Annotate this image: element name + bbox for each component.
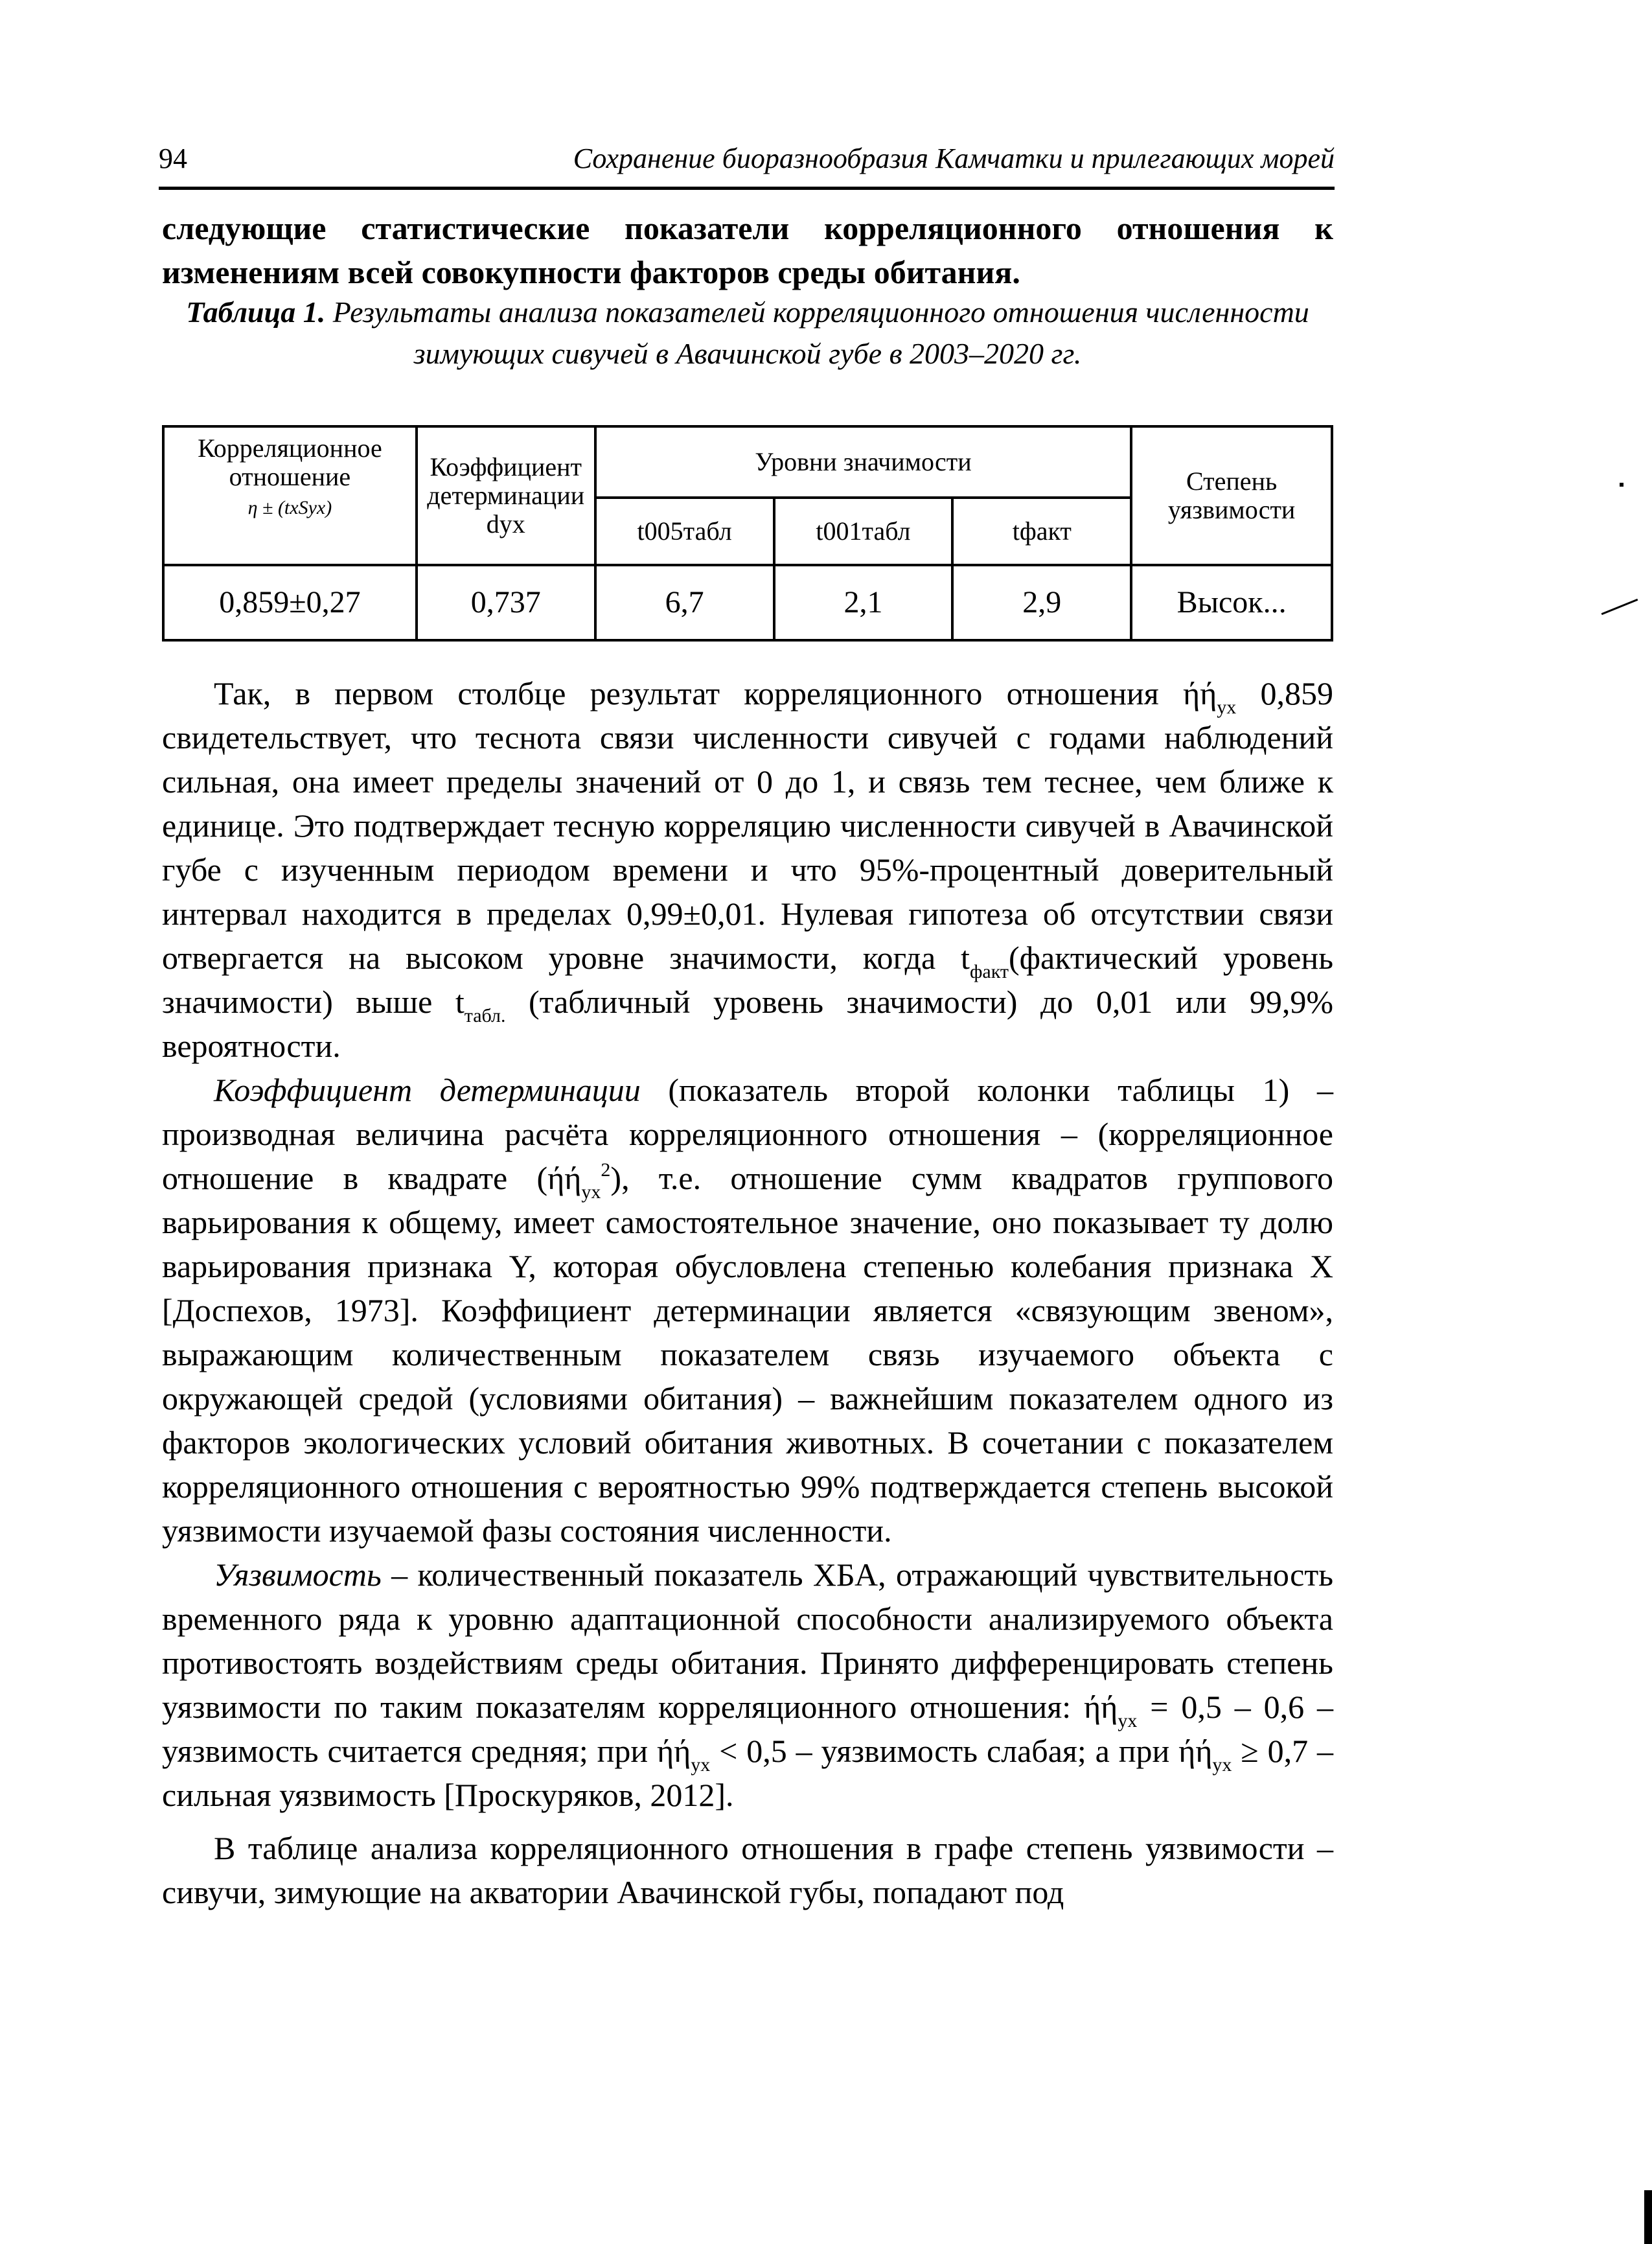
term-determination: Коэффициент детерминации xyxy=(214,1072,641,1108)
page-number: 94 xyxy=(159,143,187,174)
header-correlation: Корреляционное отношение η ± (txSyx) xyxy=(163,426,417,565)
table-caption-label: Таблица 1. xyxy=(186,295,326,329)
table-caption-text: Результаты анализа показателей корреляционного отношения численности зимующих сивучей в Авачинской губе в 2003–2020 гг. xyxy=(332,295,1309,370)
paragraph-4: В таблице анализа корреляционного отношения в графе степень уязвимости – сивучи, зимующие на акватории Авачинской губы, попадают под xyxy=(162,1830,1333,1910)
body-text xyxy=(162,671,1333,1914)
header-vulnerability: Степень уязвимости xyxy=(1131,426,1332,565)
results-table xyxy=(162,425,1333,642)
table-caption xyxy=(162,292,1333,375)
table-row xyxy=(163,565,1332,640)
paragraph-2: Коэффициент детерминации (показатель второй колонки таблицы 1) – производная величина расчёта корреляционного отношения – (корреляционное отношение в квадрате $(ήή_{ух}^2)$, т.е. отношение сумм квадратов группового варьирования к общему, имеет самостоятельное значение, оно показывает ту долю варьирования признака Y, которая обусловлена степенью колебания признака X [Доспехов, 1973]. Коэффициент детерминации является «связующим звеном», выражающим количественным показателем связь изучаемого объекта с окружающей средой (условиями обитания) – важнейшим показателем одного из факторов экологических условий обитания животных. В сочетании с показателем корреляционного отношения с вероятностью 99% подтверждается степень высокой уязвимости изучаемой фазы состояния численности. xyxy=(162,1072,1333,1549)
header-t005: t005табл xyxy=(595,498,774,565)
lead-text: следующие статистические показатели корреляционного отношения к изменениям всей совокупности факторов среды обитания. xyxy=(162,210,1333,290)
paragraph-3: Уязвимость – количественный показатель ХБА, отражающий чувствительность временного ряда к уровню адаптационной способности анализируемого объекта противостоять воздействиям среды обитания. Принято дифференцировать степень уязвимости по таким показателям корреляционного отношения: $ήή_{ух} = 0,5 - 0,6$ – уязвимость считается средняя; при $ήή_{ух} < 0,5$ – уязвимость слабая; а при $ήή_{ух} \ge 0,7$ – сильная уязвимость [Проскуряков, 2012]. xyxy=(162,1556,1333,1813)
lead-paragraph xyxy=(162,206,1333,294)
header-rule xyxy=(159,187,1335,190)
cell-t005: 6,7 xyxy=(595,565,774,640)
header-determination: Коэффициент детерминации dyx xyxy=(417,426,595,565)
table-header-row xyxy=(163,426,1332,498)
header-significance-group: Уровни значимости xyxy=(595,426,1132,498)
cell-vulnerability: Высок... xyxy=(1131,565,1332,640)
scan-edge-shadow xyxy=(1644,2190,1652,2244)
cell-correlation: 0,859±0,27 xyxy=(163,565,417,640)
paragraph-1: Так, в первом столбце результат корреляционного отношения $ήή_{ух}$ 0,859 свидетельствует, что теснота связи численности сивучей с годами наблюдений сильная, она имеет пределы значений от 0 до 1, и связь тем теснее, чем ближе к единице. Это подтверждает тесную корреляцию численности сивучей в Авачинской губе с изученным периодом времени и что 95%-процентный доверительный интервал находится в пределах 0,99±0,01. Нулевая гипотеза об отсутствии связи отвергается на высоком уровне значимости, когда $t_{факт}(фактический$ уровень значимости) выше $t_{табл.}$ (табличный уровень значимости) до 0,01 или 99,9% вероятности. xyxy=(162,675,1333,1064)
formula-label: η ± (txSyx) xyxy=(247,497,332,518)
term-vulnerability: Уязвимость xyxy=(214,1556,382,1593)
header-tfact: tфакт xyxy=(952,498,1131,565)
cell-t001: 2,1 xyxy=(774,565,953,640)
cell-determination: 0,737 xyxy=(417,565,595,640)
scan-mark-right xyxy=(1601,599,1638,615)
cell-tfact: 2,9 xyxy=(952,565,1131,640)
running-title: Сохранение биоразнообразия Камчатки и прилегающих морей xyxy=(573,143,1335,174)
page-header xyxy=(159,139,1335,178)
header-t001: t001табл xyxy=(774,498,953,565)
scan-mark-dot xyxy=(1620,483,1623,487)
